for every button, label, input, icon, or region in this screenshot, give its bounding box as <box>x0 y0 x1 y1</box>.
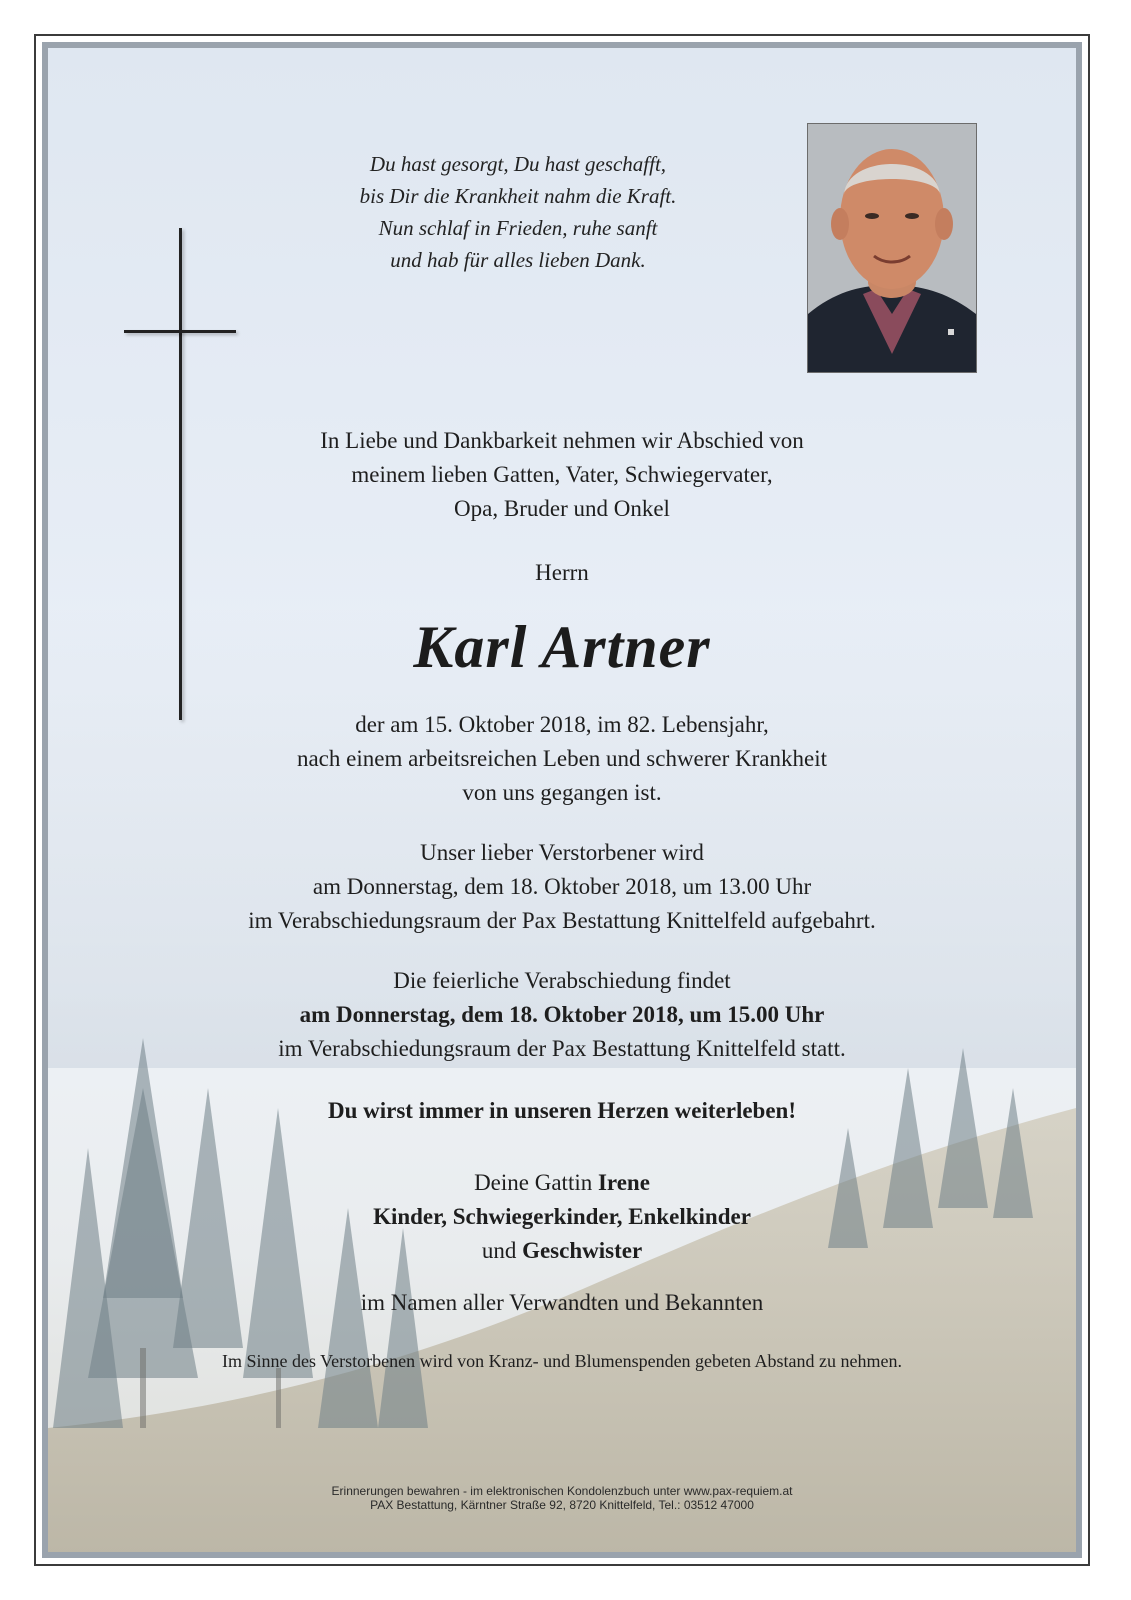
intro-line: meinem lieben Gatten, Vater, Schwiegervater, <box>351 462 773 487</box>
poem-line: bis Dir die Krankheit nahm die Kraft. <box>359 184 677 208</box>
deceased-name: Karl Artner <box>413 614 711 680</box>
flower-request: Im Sinne des Verstorbenen wird von Kranz- und Blumenspenden gebeten Abstand zu nehmen. <box>221 1351 902 1371</box>
siblings: Geschwister <box>522 1238 643 1263</box>
wife-name: Irene <box>597 1170 650 1195</box>
relatives-line: im Namen aller Verwandten und Bekannten <box>360 1290 764 1315</box>
death-info <box>108 708 1016 810</box>
intro-line: In Liebe und Dankbarkeit nehmen wir Abschied von <box>320 428 804 453</box>
eye-left <box>865 213 879 219</box>
viewing-info <box>108 836 1016 938</box>
ceremony-date: am Donnerstag, dem 18. Oktober 2018, um 15.00 Uhr <box>299 1002 825 1027</box>
cross-horizontal-bar <box>124 330 236 333</box>
announcement-text <box>108 424 1016 1378</box>
eye-right <box>905 213 919 219</box>
intro-line: Opa, Bruder und Onkel <box>454 496 670 521</box>
ceremony-line: im Verabschiedungsraum der Pax Bestattung Knittelfeld statt. <box>278 1036 846 1061</box>
poem-line: und hab für alles lieben Dank. <box>390 248 646 272</box>
portrait-image <box>808 124 976 372</box>
ear-right <box>935 208 953 240</box>
family-signature <box>108 1166 1016 1268</box>
poem-line: Nun schlaf in Frieden, ruhe sanft <box>378 216 658 240</box>
viewing-line: Unser lieber Verstorbener wird <box>420 840 704 865</box>
obituary-card <box>42 42 1082 1558</box>
footer-condolence: Erinnerungen bewahren - im elektronischen Kondolenzbuch unter www.pax-requiem.at <box>331 1484 793 1498</box>
family-siblings <box>108 1234 1016 1268</box>
lapel-pin <box>948 329 954 335</box>
siblings-prefix: und <box>481 1238 517 1263</box>
ceremony-line: Die feierliche Verabschiedung findet <box>393 968 731 993</box>
closing-line: Du wirst immer in unseren Herzen weiterleben! <box>328 1098 796 1123</box>
memorial-poem <box>248 148 788 276</box>
death-info-line: der am 15. Oktober 2018, im 82. Lebensjahr, <box>355 712 769 737</box>
family-children: Kinder, Schwiegerkinder, Enkelkinder <box>373 1204 751 1229</box>
family-wife <box>108 1166 1016 1200</box>
portrait-photo <box>807 123 977 373</box>
wife-prefix: Deine Gattin <box>474 1170 593 1195</box>
ear-left <box>831 208 849 240</box>
viewing-line: im Verabschiedungsraum der Pax Bestattung Knittelfeld aufgebahrt. <box>248 908 876 933</box>
footer <box>248 1484 876 1512</box>
death-info-line: nach einem arbeitsreichen Leben und schwerer Krankheit <box>296 746 828 771</box>
viewing-line: am Donnerstag, dem 18. Oktober 2018, um 13.00 Uhr <box>312 874 812 899</box>
footer-address: PAX Bestattung, Kärntner Straße 92, 8720 Knittelfeld, Tel.: 03512 47000 <box>370 1498 754 1512</box>
honorific: Herrn <box>535 560 589 585</box>
death-info-line: von uns gegangen ist. <box>462 780 662 805</box>
ceremony-info <box>108 964 1016 1066</box>
poem-line: Du hast gesorgt, Du hast geschafft, <box>369 152 667 176</box>
